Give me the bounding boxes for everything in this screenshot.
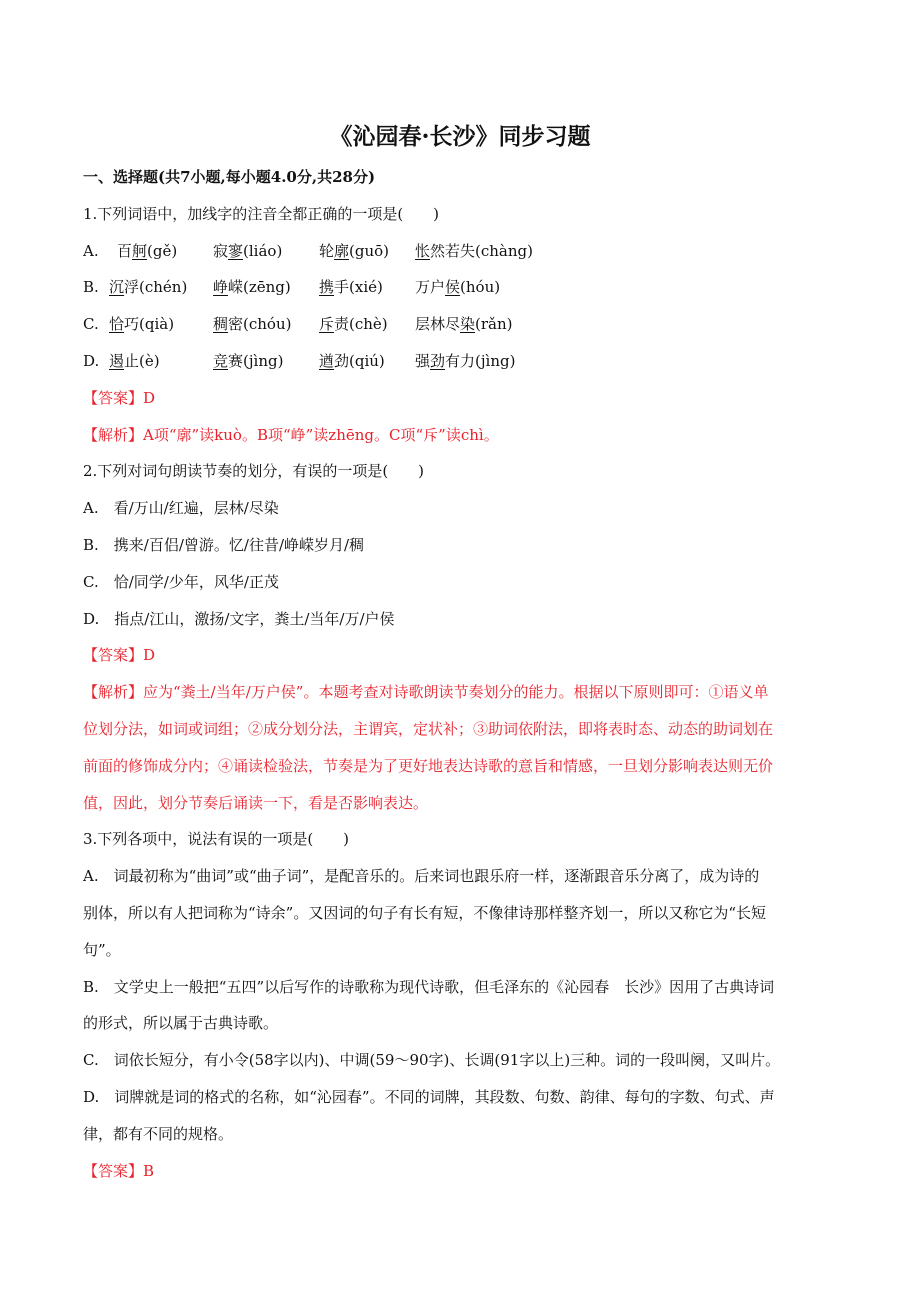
option-row	[83, 277, 843, 297]
option-word: 携手(xié)	[319, 278, 383, 296]
option-word: 强劲有力(jìng)	[415, 352, 516, 370]
option-row: A. 看/万山/红遍，层林/尽染	[83, 499, 279, 517]
option-row	[83, 351, 843, 371]
underlined-char: 染	[460, 315, 476, 333]
analysis: 位划分法，如词或词组；②成分划分法，主谓宾，定状补；③助词依附法，即将表时态、动态的助词划在	[83, 720, 774, 738]
option-row: A. 词最初称为“曲词”或“曲子词”，是配音乐的。后来词也跟乐府一样，逐渐跟音乐分离了，成为诗的	[83, 867, 760, 885]
option-word: 层林尽染(rǎn)	[415, 315, 513, 333]
option-row: C. 恰/同学/少年，风华/正茂	[83, 573, 279, 591]
option-word: 遏止(è)	[109, 352, 160, 370]
option-word: 百舸(gě)	[117, 242, 178, 260]
option-word: 稠密(chóu)	[213, 315, 292, 333]
underlined-char: 峥	[213, 278, 229, 296]
question-stem: 1.下列词语中，加线字的注音全都正确的一项是( )	[83, 205, 440, 223]
option-word: 斥责(chè)	[319, 315, 388, 333]
section-heading: 一、选择题(共7小题,每小题4.0分,共28分)	[83, 168, 376, 186]
option-word: 寂寥(liáo)	[213, 242, 283, 260]
option-row	[83, 314, 843, 334]
option-row: 别体，所以有人把词称为“诗余”。又因词的句子有长有短，不像律诗那样整齐划一，所以又称它为“长短	[83, 904, 767, 922]
option-row: D. 词牌就是词的格式的名称，如“沁园春”。不同的词牌，其段数、句数、韵律、每句的字数、句式、声	[83, 1088, 775, 1106]
option-row: D. 指点/江山，激扬/文字，粪土/当年/万/户侯	[83, 610, 395, 628]
analysis: 值，因此，划分节奏后诵读一下，看是否影响表达。	[83, 794, 429, 812]
underlined-char: 侯	[445, 278, 461, 296]
underlined-char: 劲	[430, 352, 446, 370]
option-word: 恰巧(qià)	[109, 315, 175, 333]
option-row: 句”。	[83, 941, 121, 959]
option-row: 律，都有不同的规格。	[83, 1125, 234, 1143]
underlined-char: 遏	[109, 352, 125, 370]
underlined-char: 竞	[213, 352, 229, 370]
option-row: B. 携来/百侣/曾游。忆/往昔/峥嵘岁月/稠	[83, 536, 365, 554]
underlined-char: 恰	[109, 315, 125, 333]
underlined-char: 怅	[415, 242, 431, 260]
underlined-char: 遒	[319, 352, 335, 370]
option-word: 轮廓(guō)	[319, 242, 390, 260]
underlined-char: 舸	[132, 242, 148, 260]
underlined-char: 寥	[228, 242, 244, 260]
option-word: 遒劲(qiú)	[319, 352, 385, 370]
option-label: A.	[83, 242, 99, 260]
answer: 【答案】D	[83, 389, 156, 407]
page-title: 《沁园春·长沙》同步习题	[329, 123, 591, 150]
underlined-char: 斥	[319, 315, 335, 333]
analysis: 【解析】A项“廓”读kuò。B项“峥”读zhēng。C项“斥”读chì。	[83, 426, 499, 444]
option-label: D.	[83, 352, 100, 370]
option-word: 万户侯(hóu)	[415, 278, 501, 296]
option-word: 怅然若失(chàng)	[415, 242, 533, 260]
analysis: 【解析】应为“粪土/当年/万户侯”。本题考查对诗歌朗读节奏划分的能力。根据以下原则即可：①语义单	[83, 683, 769, 701]
answer: 【答案】B	[83, 1162, 155, 1180]
question-stem: 2.下列对词句朗读节奏的划分，有误的一项是( )	[83, 462, 425, 480]
option-word: 竞赛(jìng)	[213, 352, 284, 370]
underlined-char: 廓	[334, 242, 350, 260]
option-row: C. 词依长短分，有小令(58字以内)、中调(59～90字)、长调(91字以上)三种。词的一段叫阕，又叫片。	[83, 1051, 781, 1069]
underlined-char: 稠	[213, 315, 229, 333]
analysis: 前面的修饰成分内；④诵读检验法，节奏是为了更好地表达诗歌的意旨和情感，一旦划分影响表达则无价	[83, 757, 774, 775]
question-stem: 3.下列各项中，说法有误的一项是( )	[83, 830, 350, 848]
option-row: B. 文学史上一般把“五四”以后写作的诗歌称为现代诗歌，但毛泽东的《沁园春 长沙》因用了古典诗词	[83, 978, 775, 996]
answer: 【答案】D	[83, 646, 156, 664]
option-label: C.	[83, 315, 99, 333]
option-row	[83, 241, 843, 261]
option-row: 的形式，所以属于古典诗歌。	[83, 1014, 279, 1032]
underlined-char: 沉	[109, 278, 125, 296]
underlined-char: 携	[319, 278, 335, 296]
option-word: 峥嵘(zēng)	[213, 278, 291, 296]
option-label: B.	[83, 278, 99, 296]
option-word: 沉浮(chén)	[109, 278, 188, 296]
